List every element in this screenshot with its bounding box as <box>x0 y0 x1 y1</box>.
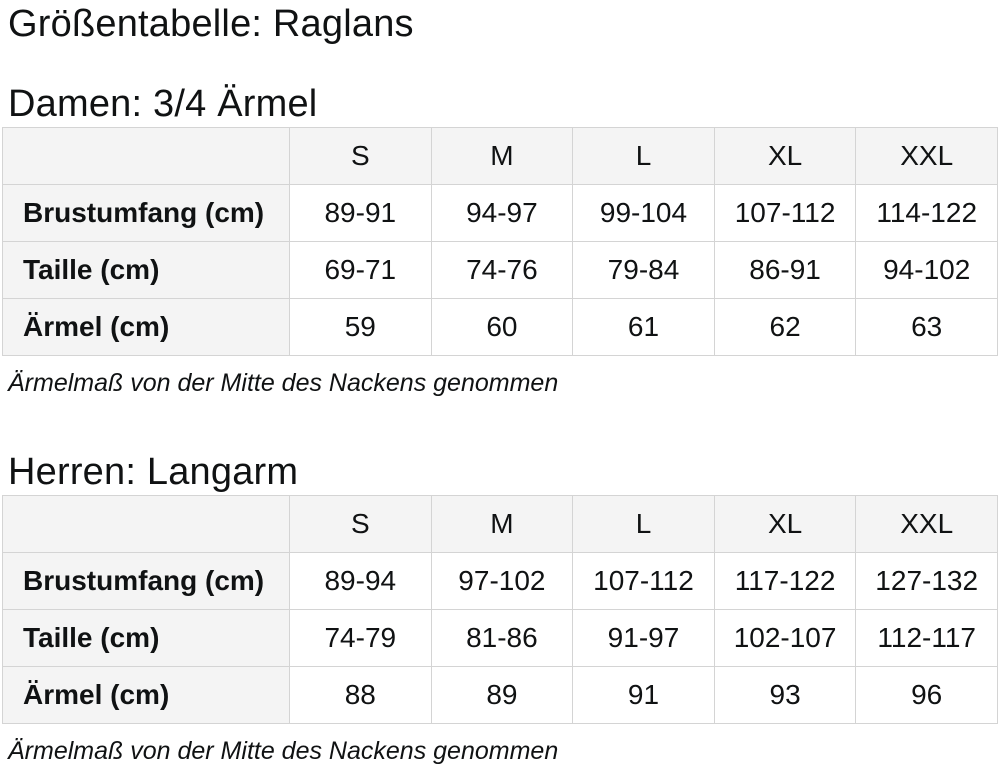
value-cell: 99-104 <box>573 185 715 242</box>
size-header-m: M <box>431 128 573 185</box>
sleeve-measure-footnote: Ärmelmaß von der Mitte des Nackens genommen <box>8 737 559 766</box>
table-row-brustumfang <box>3 553 998 610</box>
row-label-taille: Taille (cm) <box>3 610 290 667</box>
table-row-brustumfang <box>3 185 998 242</box>
value-cell: 93 <box>714 667 856 724</box>
value-cell: 81-86 <box>431 610 573 667</box>
corner-cell <box>3 496 290 553</box>
value-cell: 79-84 <box>573 242 715 299</box>
section-damen <box>0 82 1000 400</box>
value-cell: 89 <box>431 667 573 724</box>
corner-cell <box>3 128 290 185</box>
page-title: Größentabelle: Raglans <box>8 3 414 45</box>
value-cell: 114-122 <box>856 185 998 242</box>
section-herren <box>0 450 1000 767</box>
sleeve-measure-footnote: Ärmelmaß von der Mitte des Nackens genommen <box>8 369 559 398</box>
value-cell: 89-94 <box>290 553 432 610</box>
value-cell: 107-112 <box>573 553 715 610</box>
row-label-aermel: Ärmel (cm) <box>3 299 290 356</box>
size-header-row <box>3 496 998 553</box>
row-label-brustumfang: Brustumfang (cm) <box>3 553 290 610</box>
table-row-aermel <box>3 667 998 724</box>
size-table-damen <box>2 127 998 356</box>
section-heading-herren: Herren: Langarm <box>8 450 299 493</box>
value-cell: 74-79 <box>290 610 432 667</box>
value-cell: 91-97 <box>573 610 715 667</box>
row-label-aermel: Ärmel (cm) <box>3 667 290 724</box>
size-header-xxl: XXL <box>856 496 998 553</box>
table-row-taille <box>3 610 998 667</box>
value-cell: 102-107 <box>714 610 856 667</box>
size-table-herren <box>2 495 998 724</box>
value-cell: 112-117 <box>856 610 998 667</box>
section-heading-damen: Damen: 3/4 Ärmel <box>8 82 318 125</box>
row-label-taille: Taille (cm) <box>3 242 290 299</box>
row-label-brustumfang: Brustumfang (cm) <box>3 185 290 242</box>
value-cell: 94-97 <box>431 185 573 242</box>
table-row-taille <box>3 242 998 299</box>
value-cell: 94-102 <box>856 242 998 299</box>
value-cell: 91 <box>573 667 715 724</box>
table-row-aermel <box>3 299 998 356</box>
value-cell: 74-76 <box>431 242 573 299</box>
size-header-s: S <box>290 128 432 185</box>
size-header-xl: XL <box>714 128 856 185</box>
value-cell: 60 <box>431 299 573 356</box>
value-cell: 97-102 <box>431 553 573 610</box>
value-cell: 117-122 <box>714 553 856 610</box>
value-cell: 63 <box>856 299 998 356</box>
value-cell: 88 <box>290 667 432 724</box>
size-header-row <box>3 128 998 185</box>
value-cell: 96 <box>856 667 998 724</box>
value-cell: 69-71 <box>290 242 432 299</box>
value-cell: 59 <box>290 299 432 356</box>
value-cell: 127-132 <box>856 553 998 610</box>
value-cell: 89-91 <box>290 185 432 242</box>
value-cell: 61 <box>573 299 715 356</box>
size-header-l: L <box>573 128 715 185</box>
value-cell: 62 <box>714 299 856 356</box>
size-header-l: L <box>573 496 715 553</box>
size-header-xl: XL <box>714 496 856 553</box>
size-header-xxl: XXL <box>856 128 998 185</box>
size-header-m: M <box>431 496 573 553</box>
value-cell: 86-91 <box>714 242 856 299</box>
size-header-s: S <box>290 496 432 553</box>
value-cell: 107-112 <box>714 185 856 242</box>
